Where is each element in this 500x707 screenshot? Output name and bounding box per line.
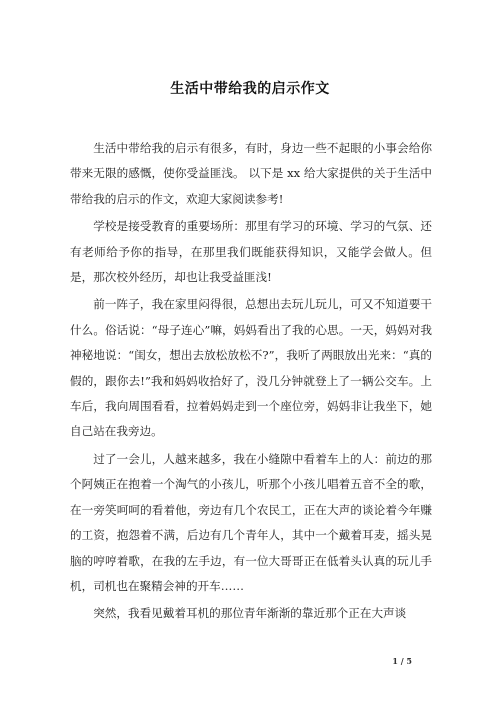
paragraph: 生活中带给我的启示有很多，有时，身边一些不起眼的小事会给你带来无限的感慨，使你受益匪浅。 以下是 xx 给大家提供的关于生活中带给我的启示的作文，欢迎大家阅读参考! — [70, 141, 432, 206]
paragraph: 突然，我看见戴着耳机的那位青年渐渐的靠近那个正在大声谈 — [93, 606, 407, 621]
paragraph: 前一阵子，我在家里闷得很，总想出去玩儿玩儿，可又不知道要干什么。俗话说：“母子连心”嘛，妈妈看出了我的心思。一天，妈妈对我神秘地说：“闺女，想出去放松放松不?”，我听了两眼放出光来：“真的假的，跟你去!”我和妈妈收拾好了，没几分钟就登上了一辆公交车。上车后，我向周围看看，拉着妈妈走到一个座位旁，妈妈非让我坐下，她自己站在我旁边。 — [70, 297, 432, 439]
paragraph: 过了一会儿，人越来越多，我在小缝隙中看着车上的人：前边的那个阿姨正在抱着一个淘气的小孩儿，听那个小孩儿唱着五音不全的歌，在一旁笑呵呵的看着他，旁边有几个农民工，正在大声的谈论着今年赚的工资，抱怨着不满，后边有几个青年人，其中一个戴着耳麦，摇头晃脑的哼哼着歌，在我的左手边，有一位大哥哥正在低着头认真的玩儿手机，司机也在聚精会神的开车…… — [70, 451, 432, 593]
document-body — [70, 136, 432, 628]
paragraph: 学校是接受教育的重要场所：那里有学习的环境、学习的气氛、还有老师给予你的指导，在那里我们既能获得知识，又能学会做人。但是，那次校外经历，却也让我受益匪浅! — [70, 219, 432, 285]
page-number: 1 / 5 — [392, 656, 412, 666]
document-title: 生活中带给我的启示作文 — [170, 81, 330, 97]
